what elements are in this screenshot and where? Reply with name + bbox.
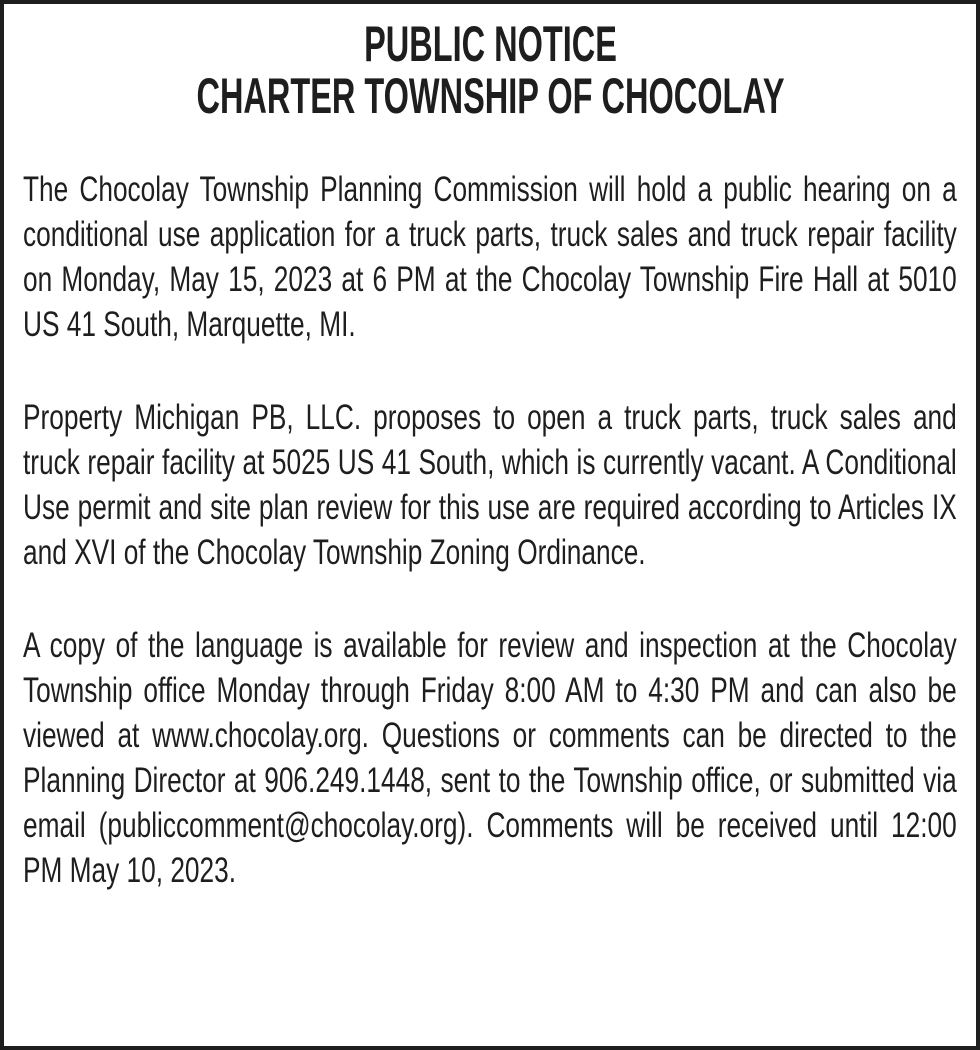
notice-title-line2: CHARTER TOWNSHIP OF CHOCOLAY xyxy=(196,68,785,124)
notice-title-line1: PUBLIC NOTICE xyxy=(364,16,617,72)
notice-paragraph-review-info: A copy of the language is available for review and inspection at the Chocolay Township office Monday through Friday 8:00 AM to 4:30 PM and can also be viewed at www.chocolay.org. Questions or comments can be directed to the Planning Director at 906.249.1448, sent to the Township office, or submitted via email (publiccomment@chocolay.org). Comments will be received until 12:00 PM May 10, 2023. xyxy=(23,626,957,890)
notice-paragraph-proposal: Property Michigan PB, LLC. proposes to open a truck parts, truck sales and truck repair facility at 5025 US 41 South, which is currently vacant. A Conditional Use permit and site plan review for this use are required according to Articles IX and XVI of the Chocolay Township Zoning Ordinance. xyxy=(23,398,957,572)
notice-paragraph-hearing: The Chocolay Township Planning Commission will hold a public hearing on a conditional use application for a truck parts, truck sales and truck repair facility on Monday, May 15, 2023 at 6 PM at the Chocolay Township Fire Hall at 5010 US 41 South, Marquette, MI. xyxy=(23,170,957,344)
notice-title xyxy=(23,18,957,122)
notice-body xyxy=(23,167,957,893)
